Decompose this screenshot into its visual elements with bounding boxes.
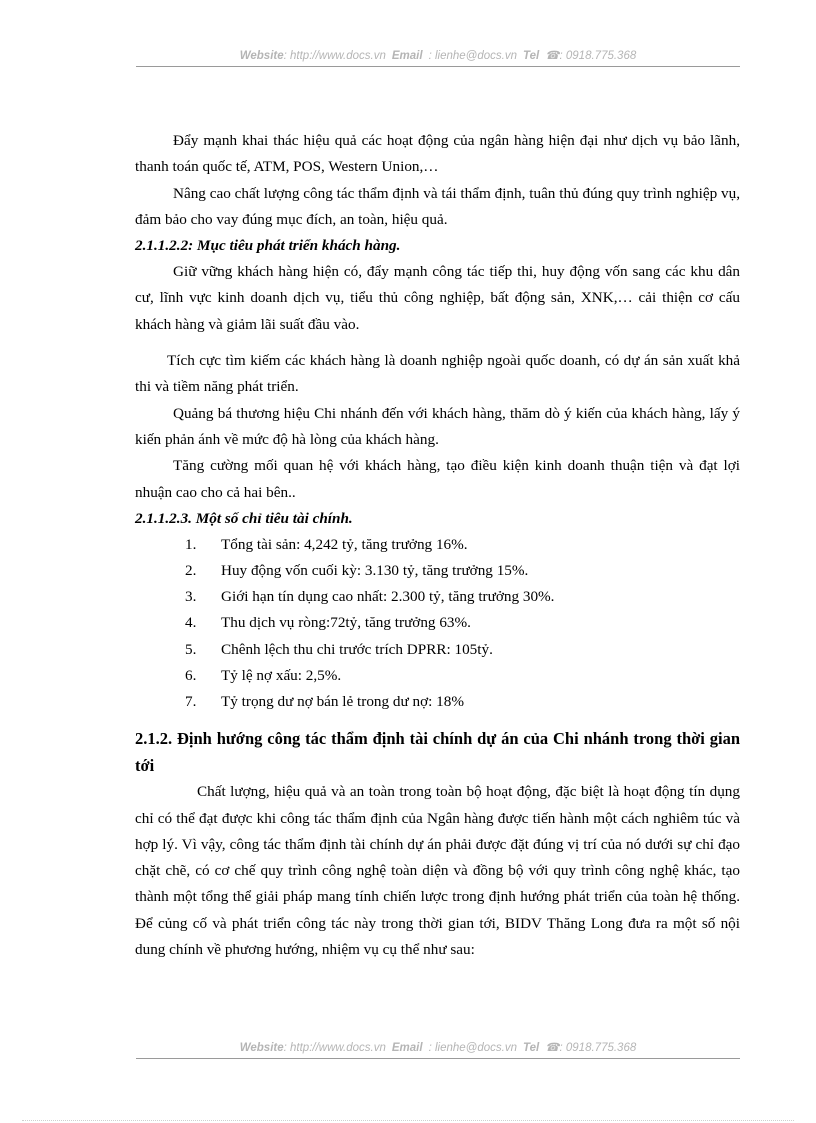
header-website-value[interactable]: : http://www.docs.vn xyxy=(283,50,386,62)
document-body xyxy=(135,128,740,963)
footer-website-label: Website xyxy=(239,1042,284,1054)
phone-icon: ☎ xyxy=(545,1042,560,1054)
list-text: Giới hạn tín dụng cao nhất: 2.300 tỷ, tăng trưởng 30%. xyxy=(221,588,555,606)
footer-email-label: Email xyxy=(391,1042,423,1054)
paragraph: Tích cực tìm kiếm các khách hàng là doanh nghiệp ngoài quốc doanh, có dự án sản xuất khả thi và tiềm năng phát triển. xyxy=(135,352,740,396)
list-number: 6. xyxy=(185,666,197,684)
list-number: 4. xyxy=(185,614,197,632)
section-heading: 2.1.1.2.2: Mục tiêu phát triển khách hàng. xyxy=(135,237,401,255)
list-item xyxy=(135,610,740,636)
section-heading: 2.1.1.2.3. Một số chỉ tiêu tài chính. xyxy=(135,509,353,527)
footer-tel-label: Tel xyxy=(522,1042,540,1054)
paragraph: Giữ vững khách hàng hiện có, đẩy mạnh công tác tiếp thi, huy động vốn sang các khu dân cư, lĩnh vực kinh doanh dịch vụ, tiểu thủ công nghiệp, bất động sản, XNK,… cải thiện cơ cấu khách hàng và giảm lãi suất đầu vào. xyxy=(135,263,740,333)
financial-targets-list xyxy=(135,532,740,715)
list-text: Huy động vốn cuối kỳ: 3.130 tỷ, tăng trưởng 15%. xyxy=(221,562,529,580)
list-number: 5. xyxy=(185,640,197,658)
list-item xyxy=(135,558,740,584)
list-text: Thu dịch vụ ròng:72tỷ, tăng trưởng 63%. xyxy=(221,614,471,632)
header-tel-label: Tel xyxy=(522,50,540,62)
list-item xyxy=(135,637,740,663)
list-text: Chênh lệch thu chi trước trích DPRR: 105tỷ. xyxy=(221,640,493,658)
list-number: 3. xyxy=(185,588,197,606)
paragraph: Nâng cao chất lượng công tác thẩm định và tái thẩm định, tuân thủ đúng quy trình nghiệp vụ, đảm bảo cho vay đúng mục đích, an toàn, hiệu quả. xyxy=(135,184,740,228)
paragraph: Chất lượng, hiệu quả và an toàn trong toàn bộ hoạt động, đặc biệt là hoạt động tín dụng chỉ có thể đạt được khi công tác thẩm định của Ngân hàng được tiến hành một cách nghiêm túc và hợp lý. Vì vậy, công tác thẩm định tài chính dự án phải được đặt đúng vị trí của nó dưới sự chỉ đạo chặt chẽ, có cơ chế quy trình công nghệ toàn diện và đồng bộ với quy trình công nghệ khác, tạo thành một tổng thể giải pháp mang tính chiến lược trong định hướng phát triển của toàn hệ thống. Để củng cố và phát triển công tác này trong thời gian tới, BIDV Thăng Long đưa ra một số nội dung chính về phương hướng, nhiệm vụ cụ thể như sau: xyxy=(135,783,740,959)
header-email-label: Email xyxy=(391,50,423,62)
header-tel-value: : 0918.775.368 xyxy=(559,50,637,62)
page-header xyxy=(136,48,740,62)
list-item xyxy=(135,689,740,715)
footer-rule xyxy=(136,1058,740,1059)
list-text: Tỷ trọng dư nợ bán lẻ trong dư nợ: 18% xyxy=(221,693,465,711)
paragraph: Quảng bá thương hiệu Chi nhánh đến với khách hàng, thăm dò ý kiến của khách hàng, lấy ý kiến phản ánh về mức độ hà lòng của khách hàng. xyxy=(135,404,740,448)
list-text: Tổng tài sản: 4,242 tỷ, tăng trưởng 16%. xyxy=(221,535,468,553)
footer-tel-value: : 0918.775.368 xyxy=(559,1042,637,1054)
list-number: 7. xyxy=(185,693,197,711)
footer-email-value[interactable]: : lienhe@docs.vn xyxy=(428,1042,517,1054)
header-email-value[interactable]: : lienhe@docs.vn xyxy=(428,50,517,62)
list-item xyxy=(135,584,740,610)
paragraph: Tăng cường mối quan hệ với khách hàng, tạo điều kiện kinh doanh thuận tiện và đạt lợi nhuận cao cho cả hai bên.. xyxy=(135,457,740,501)
page-footer xyxy=(136,1040,740,1054)
header-website-label: Website xyxy=(239,50,284,62)
footer-website-value[interactable]: : http://www.docs.vn xyxy=(283,1042,386,1054)
list-item xyxy=(135,532,740,558)
list-text: Tỷ lệ nợ xấu: 2,5%. xyxy=(221,666,342,684)
list-number: 2. xyxy=(185,562,197,580)
list-item xyxy=(135,663,740,689)
chapter-heading: 2.1.2. Định hướng công tác thẩm định tài chính dự án của Chi nhánh trong thời gian tới xyxy=(135,729,740,776)
paragraph: Đẩy mạnh khai thác hiệu quả các hoạt động của ngân hàng hiện đại như dịch vụ bảo lãnh, thanh toán quốc tế, ATM, POS, Western Union,… xyxy=(135,132,740,176)
page-edge xyxy=(22,1120,794,1121)
phone-icon: ☎ xyxy=(545,50,560,62)
header-rule xyxy=(136,66,740,67)
list-number: 1. xyxy=(185,535,197,553)
